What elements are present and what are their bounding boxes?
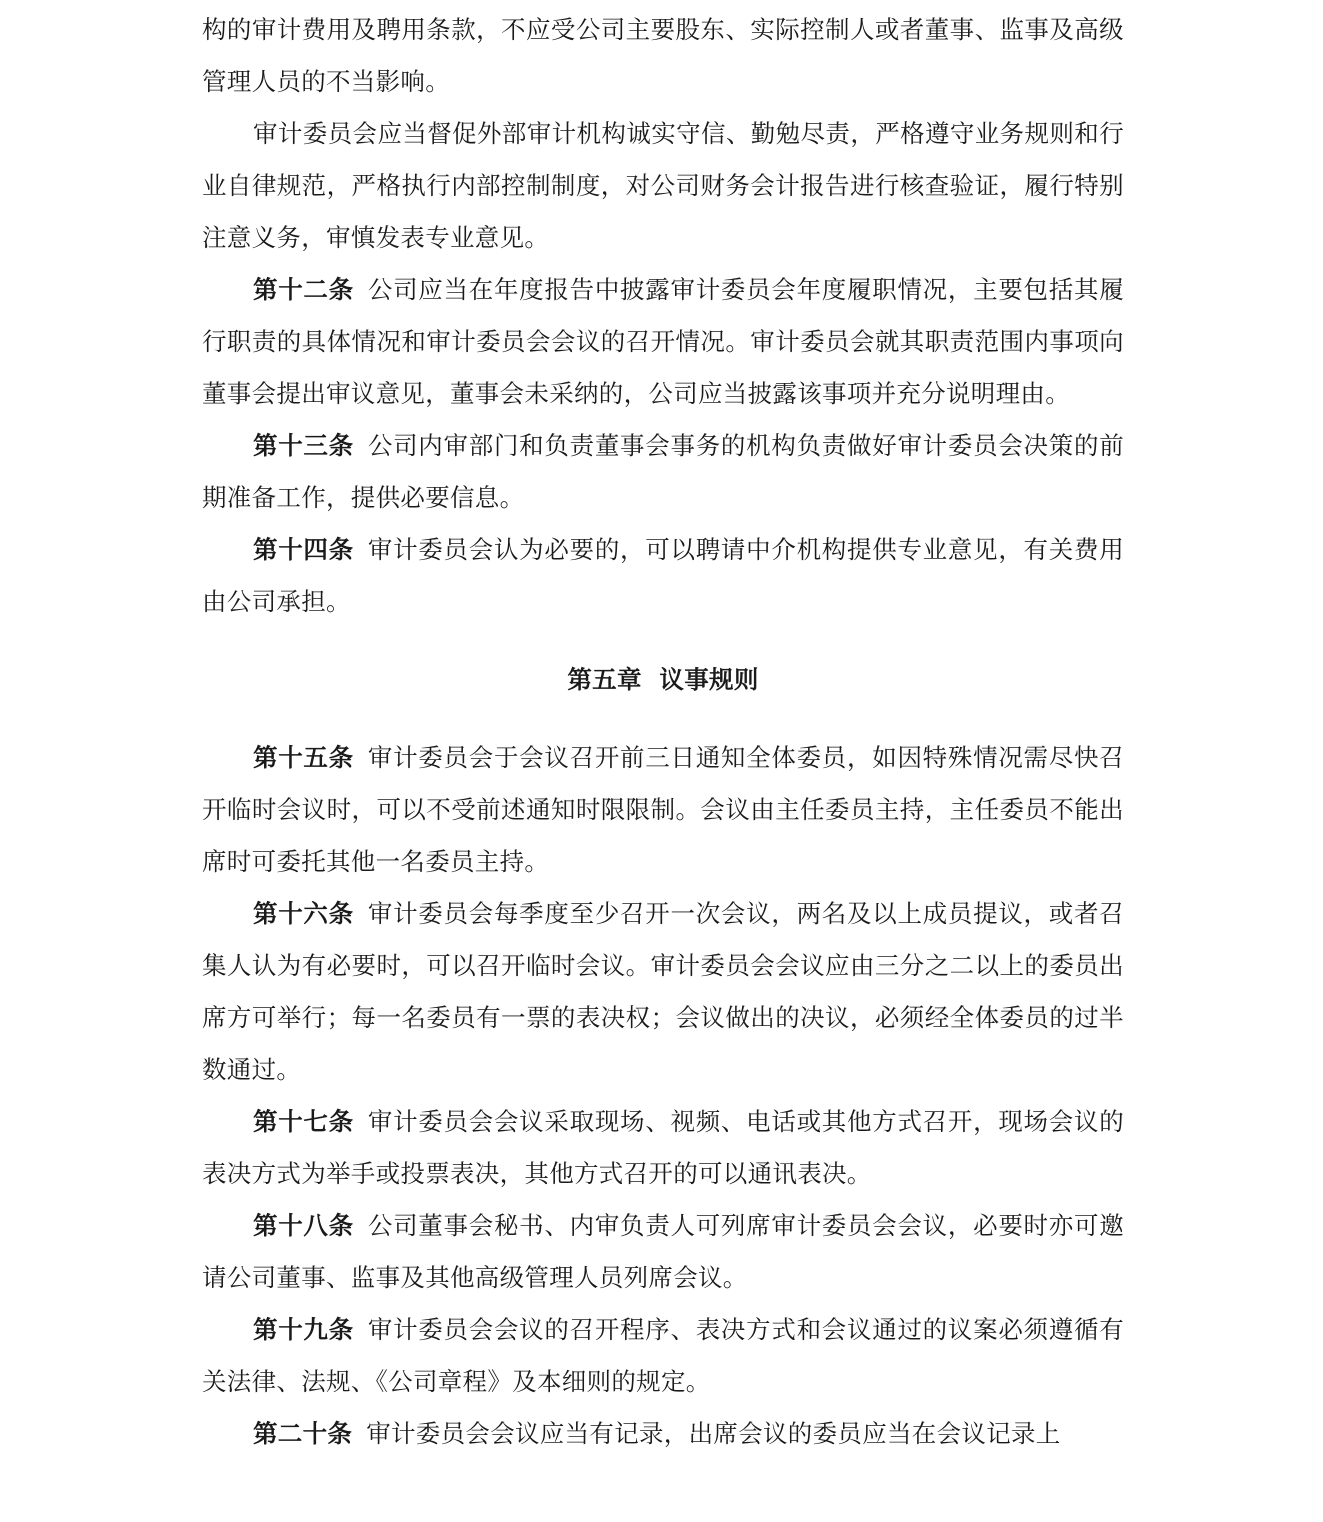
article-label: 第十五条	[253, 743, 354, 772]
paragraph-continuation	[202, 4, 1124, 108]
paragraph-text: 构的审计费用及聘用条款，不应受公司主要股东、实际控制人或者董事、监事及高级管理人员的不当影响。	[202, 15, 1124, 96]
article-15	[202, 732, 1124, 888]
article-text: 审计委员会会议的召开程序、表决方式和会议通过的议案必须遵循有关法律、法规、《公司章程》及本细则的规定。	[202, 1315, 1124, 1396]
article-18	[202, 1200, 1124, 1304]
article-text: 审计委员会会议应当有记录，出席会议的委员应当在会议记录上	[366, 1419, 1061, 1448]
article-text: 公司应当在年度报告中披露审计委员会年度履职情况，主要包括其履行职责的具体情况和审计委员会会议的召开情况。审计委员会就其职责范围内事项向董事会提出审议意见，董事会未采纳的，公司应当披露该事项并充分说明理由。	[202, 275, 1124, 408]
paragraph-audit-supervision	[202, 108, 1124, 264]
article-12	[202, 264, 1124, 420]
paragraph-text: 审计委员会应当督促外部审计机构诚实守信、勤勉尽责，严格遵守业务规则和行业自律规范，严格执行内部控制制度，对公司财务会计报告进行核查验证，履行特别注意义务，审慎发表专业意见。	[202, 119, 1124, 252]
article-label: 第二十条	[253, 1419, 353, 1448]
article-text: 审计委员会认为必要的，可以聘请中介机构提供专业意见，有关费用由公司承担。	[202, 535, 1124, 616]
article-text: 公司董事会秘书、内审负责人可列席审计委员会会议，必要时亦可邀请公司董事、监事及其他高级管理人员列席会议。	[202, 1211, 1124, 1292]
article-text: 审计委员会于会议召开前三日通知全体委员，如因特殊情况需尽快召开临时会议时，可以不受前述通知时限限制。会议由主任委员主持，主任委员不能出席时可委托其他一名委员主持。	[202, 743, 1124, 876]
article-20	[202, 1408, 1124, 1460]
article-label: 第十四条	[253, 535, 354, 564]
chapter-title: 第五章 议事规则	[567, 665, 759, 694]
article-19	[202, 1304, 1124, 1408]
article-text: 审计委员会会议采取现场、视频、电话或其他方式召开，现场会议的表决方式为举手或投票表决，其他方式召开的可以通讯表决。	[202, 1107, 1124, 1188]
article-13	[202, 420, 1124, 524]
article-label: 第十七条	[253, 1107, 354, 1136]
article-14	[202, 524, 1124, 628]
article-label: 第十二条	[253, 275, 354, 304]
article-text: 公司内审部门和负责董事会事务的机构负责做好审计委员会决策的前期准备工作，提供必要信息。	[202, 431, 1124, 512]
article-text: 审计委员会每季度至少召开一次会议，两名及以上成员提议，或者召集人认为有必要时，可以召开临时会议。审计委员会会议应由三分之二以上的委员出席方可举行；每一名委员有一票的表决权；会议做出的决议，必须经全体委员的过半数通过。	[202, 899, 1124, 1084]
article-label: 第十八条	[253, 1211, 354, 1240]
article-label: 第十九条	[253, 1315, 354, 1344]
article-label: 第十三条	[253, 431, 354, 460]
article-label: 第十六条	[253, 899, 354, 928]
article-17	[202, 1096, 1124, 1200]
document-page	[202, 4, 1124, 1460]
article-16	[202, 888, 1124, 1096]
